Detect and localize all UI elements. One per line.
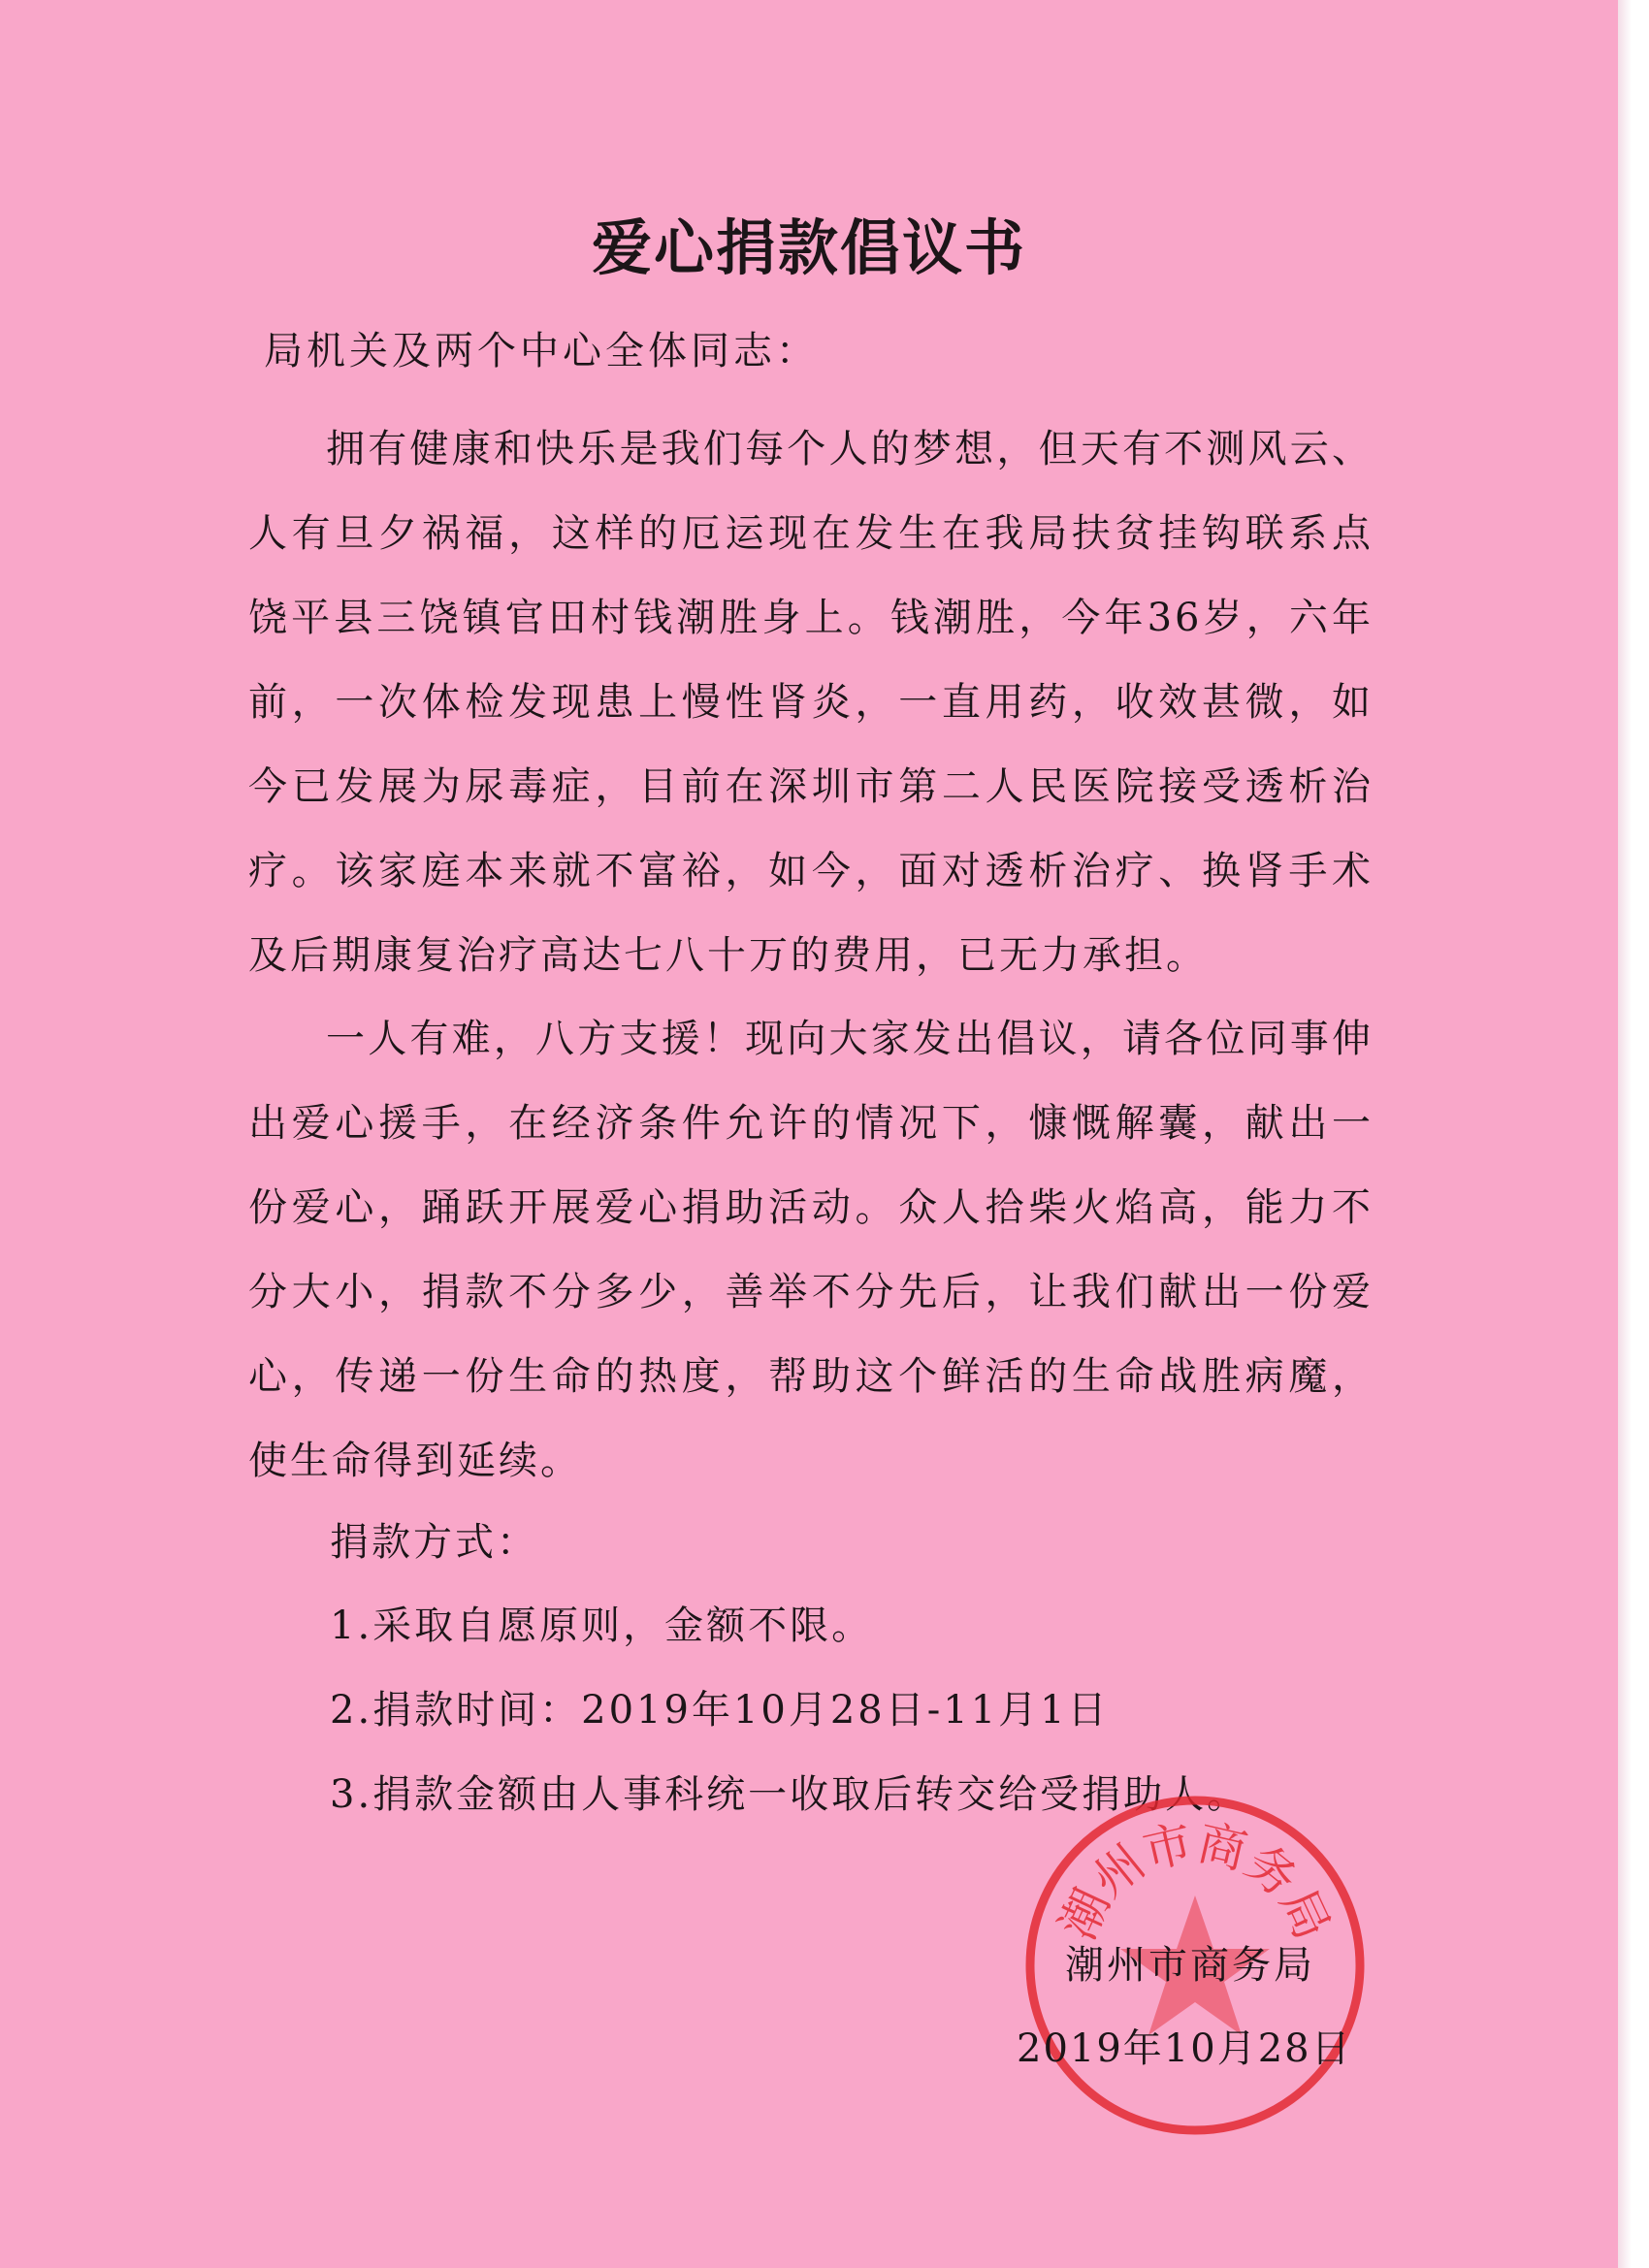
donation-item: 3.捐款金额由人事科统一收取后转交给受捐助人。 — [330, 1772, 1249, 1817]
scan-paper-edge — [1618, 0, 1649, 2268]
donation-item: 1.采取自愿原则，金额不限。 — [330, 1604, 874, 1648]
signature-organization: 潮州市商务局 — [1065, 1943, 1315, 1988]
salutation: 局机关及两个中心全体同志： — [264, 329, 819, 373]
signature-date: 2019年10月28日 — [1017, 2026, 1352, 2071]
seal-char: 局 — [1269, 1880, 1342, 1949]
seal-char: 潮 — [1049, 1880, 1121, 1949]
seal-char: 商 — [1192, 1814, 1252, 1881]
seal-char: 州 — [1082, 1833, 1155, 1909]
seal-char: 务 — [1235, 1833, 1309, 1909]
paragraph-appeal: 一人有难，八方支援！现向大家发出倡议，请各位同事伸出爱心援手，在经济条件允许的情况下，慷慨解囊，献出一份爱心，踊跃开展爱心捐助活动。众人拾柴火焰高，能力不分大小，捐款不分多少，善举不分先后，让我们献出一份爱心，传递一份生命的热度，帮助这个鲜活的生命战胜病魔，使生命得到延续。 — [248, 1017, 1374, 1483]
donation-heading: 捐款方式： — [330, 1520, 538, 1565]
document-title: 爱心捐款倡议书 — [591, 212, 1026, 283]
seal-char: 市 — [1138, 1814, 1198, 1881]
donation-item: 2.捐款时间：2019年10月28日-11月1日 — [330, 1688, 1110, 1733]
paragraph-situation: 拥有健康和快乐是我们每个人的梦想，但天有不测风云、人有旦夕祸福，这样的厄运现在发生在我局扶贫挂钩联系点饶平县三饶镇官田村钱潮胜身上。钱潮胜，今年36岁，六年前，一次体检发现患上慢性肾炎，一直用药，收效甚微，如今已发展为尿毒症，目前在深圳市第二人民医院接受透析治疗。该家庭本来就不富裕，如今，面对透析治疗、换肾手术及后期康复治疗高达七八十万的费用，已无力承担。 — [248, 427, 1374, 978]
